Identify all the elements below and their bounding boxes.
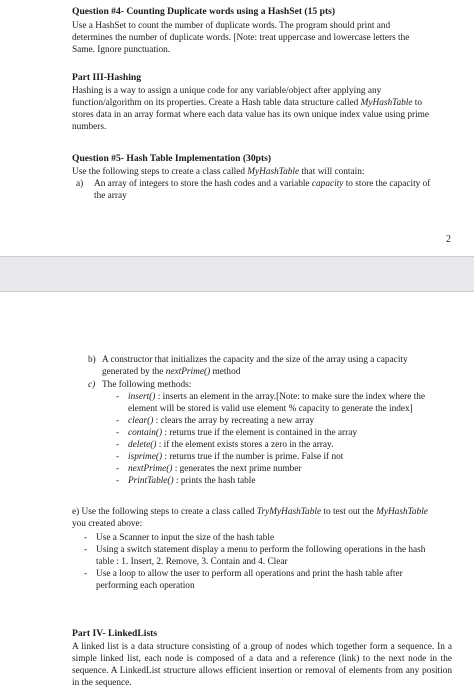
question-5-title: Question #5- Hash Table Implementation (30pts) xyxy=(72,153,272,164)
class-name-myhashtable: MyHashTable xyxy=(360,98,413,108)
item-a: a) An array of integers to store the hash codes and a variable capacity to store the capacity of the array xyxy=(76,179,431,201)
method-item: - clear() : clears the array by recreating a new array xyxy=(116,415,442,427)
method-item: - insert() : inserts an element in the array.[Note: to make sure the index where the element will be stored is valid use element % capacity to generate the index] xyxy=(116,391,442,415)
question-4-body: Use a HashSet to count the number of duplicate words. The program should print and determines the number of duplicate words. [Note: treat uppercase and lowercase letters the Same. Ignore punctuation. xyxy=(72,21,410,55)
item-b: b) A constructor that initializes the capacity and the size of the array using a capacity generated by the nextPrime() method xyxy=(88,355,408,377)
method-item: - isprime() : returns true if the number is prime. False if not xyxy=(116,451,442,463)
methods-list xyxy=(116,391,442,487)
steps-list xyxy=(84,532,444,592)
page-separator xyxy=(0,256,474,292)
step-item: - Use a loop to allow the user to perform all operations and print the hash table after performing each operation xyxy=(84,568,444,592)
part-3-body: Hashing is a way to assign a unique code for any variable/object after applying any function/algorithm on its properties. Create a Hash table data structure called MyHashTable to stores data in an array format where each data value has its own unique index value using prime numbers. xyxy=(72,86,430,132)
method-item: - delete() : if the element exists stores a zero in the array. xyxy=(116,439,442,451)
document-page-1 xyxy=(0,0,474,256)
method-item: - contain() : returns true if the element is contained in the array xyxy=(116,427,442,439)
question-5-intro: Use the following steps to create a class called MyHashTable that will contain: xyxy=(72,167,365,177)
method-item: - PrintTable() : prints the hash table xyxy=(116,475,442,487)
document-page-2 xyxy=(0,292,474,691)
question-4-title: Question #4- Counting Duplicate words using a HashSet (15 pts) xyxy=(72,6,336,17)
item-e: e) Use the following steps to create a class called TryMyHashTable to test out the MyHashTable you created above: xyxy=(72,507,428,529)
part-3-title: Part III-Hashing xyxy=(72,72,142,83)
step-item: - Using a switch statement display a menu to perform the following operations in the hash table : 1. Insert, 2. Remove, 3. Contain and 4. Clear xyxy=(84,544,444,568)
part-4-title: Part IV- LinkedLists xyxy=(72,628,158,639)
item-c: c) The following methods: xyxy=(88,380,192,390)
page-number: 2 xyxy=(446,234,451,245)
method-item: - nextPrime() : generates the next prime number xyxy=(116,463,442,475)
step-item: - Use a Scanner to input the size of the hash table xyxy=(84,532,444,544)
part-4-body: A linked list is a data structure consisting of a group of nodes which together form a sequence. In a simple linked list, each node is composed of a data and a reference (link) to the next node in the sequence. A LinkedList structure allows efficient insertion or removal of elements from any position in the sequence. xyxy=(72,642,452,688)
